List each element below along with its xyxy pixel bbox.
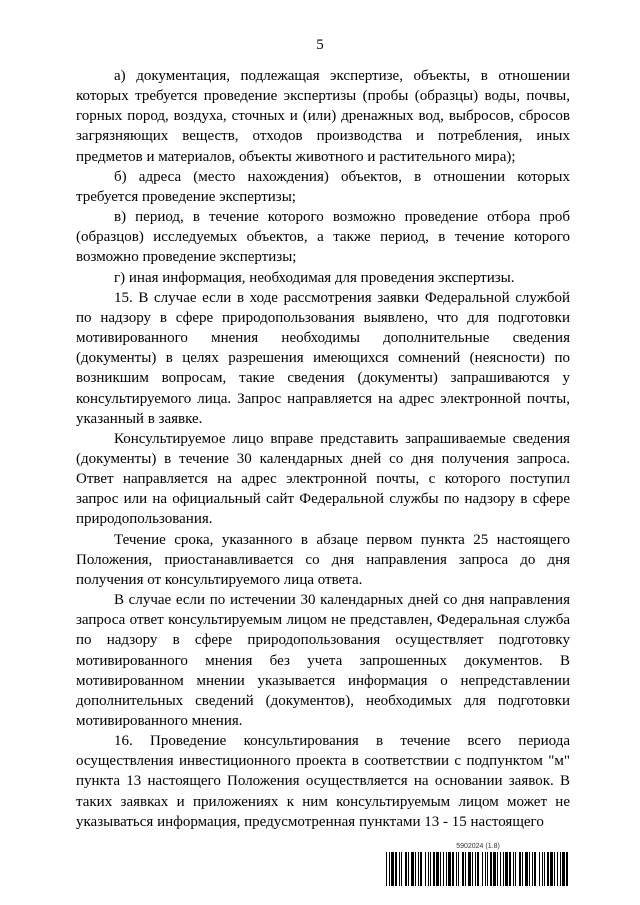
document-body <box>76 66 570 832</box>
paragraph-response-term: Консультируемое лицо вправе представить запрашиваемые сведения (документы) в течение 30 календарных дней со дня получения запроса. Ответ направляется на адрес электронной почты, с которого поступил запрос или на официальный сайт Федеральной службы по надзору в сфере природопользования. <box>76 430 570 528</box>
paragraph-subitem-b: б) адреса (место нахождения) объектов, в отношении которых требуется проведение экспертизы; <box>76 168 570 205</box>
barcode-label: 5902024 (1.8) <box>456 843 500 850</box>
paragraph-subitem-g: г) иная информация, необходимая для проведения экспертизы. <box>114 269 515 286</box>
paragraph-item-15: 15. В случае если в ходе рассмотрения заявки Федеральной службой по надзору в сфере природопользования выявлено, что для подготовки мотивированного мнения необходимы дополнительные сведения (документы) в целях разрешения имеющихся сомнений (неясности) по возникшим вопросам, такие сведения (документы) запрашиваются у консультируемого лица. Запрос направляется на адрес электронной почты, указанный в заявке. <box>76 289 570 427</box>
paragraph-item-16: 16. Проведение консультирования в течение всего периода осуществления инвестиционного проекта в соответствии с подпунктом "м" пункта 13 настоящего Положения осуществляется на основании заявок. В таких заявках и приложениях к ним консультируемым лицом может не указываться информация, предусмотренная пунктами 13 - 15 настоящего <box>76 733 570 830</box>
page-number: 5 <box>316 37 324 53</box>
paragraph-term-suspension: Течение срока, указанного в абзаце первом пункта 25 настоящего Положения, приостанавливается со дня направления запроса до дня получения от консультируемого лица ответа. <box>76 531 570 588</box>
barcode-icon <box>384 852 572 886</box>
paragraph-no-response: В случае если по истечении 30 календарных дней со дня направления запроса ответ консультируемым лицом не представлен, Федеральная служба по надзору в сфере природопользования осуществляет подготовку мотивированного мнения без учета запрошенных документов. В мотивированном мнении указывается информация о непредставлении дополнительных сведений (документов), необходимых для подготовки мотивированного мнения. <box>76 592 570 729</box>
document-barcode <box>384 843 572 887</box>
paragraph-subitem-v: в) период, в течение которого возможно проведение отбора проб (образцов) исследуемых объектов, а также период, в течение которого возможно проведение экспертизы; <box>76 209 570 266</box>
paragraph-subitem-a: а) документация, подлежащая экспертизе, объекты, в отношении которых требуется проведение экспертизы (пробы (образцы) воды, почвы, горных пород, воздуха, сточных и (или) дренажных вод, выбросов, сбросов загрязняющих веществ, отходов производства и потребления, иных предметов и материалов, объекты животного и растительного мира); <box>76 68 570 165</box>
